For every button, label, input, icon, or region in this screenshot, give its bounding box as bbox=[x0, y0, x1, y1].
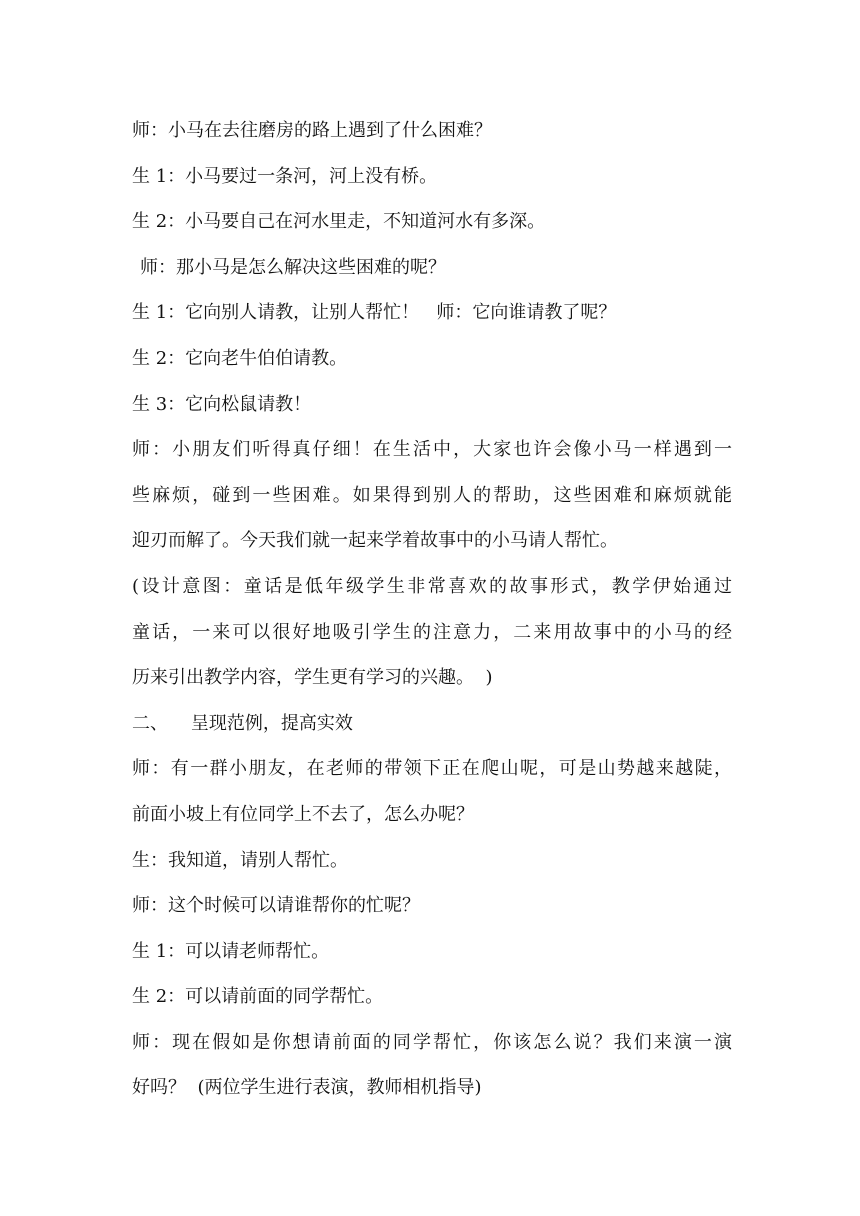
paragraph-line: 师：这个时候可以请谁帮你的忙呢？ bbox=[132, 895, 420, 917]
paragraph-line: 生 1：可以请老师帮忙。 bbox=[132, 940, 330, 962]
design-intent-line: (设计意图：童话是低年级学生非常喜欢的故事形式，教学伊始通过 bbox=[132, 575, 732, 597]
design-intent-line: 童话，一来可以很好地吸引学生的注意力，二来用故事中的小马的经 bbox=[132, 621, 732, 643]
paragraph-line: 生 2：它向老牛伯伯请教。 bbox=[132, 347, 348, 369]
paragraph-line: 师：那小马是怎么解决这些困难的呢？ bbox=[140, 256, 446, 278]
paragraph-line: 前面小坡上有位同学上不去了，怎么办呢？ bbox=[132, 803, 474, 825]
paragraph-line: 迎刃而解了。今天我们就一起来学着故事中的小马请人帮忙。 bbox=[132, 530, 618, 552]
paragraph-line: 生 1：小马要过一条河，河上没有桥。 bbox=[132, 165, 438, 187]
paragraph-line: 生 3：它向松鼠请教！ bbox=[132, 393, 312, 415]
paragraph-line: 师：小马在去往磨房的路上遇到了什么困难？ bbox=[132, 120, 492, 141]
document-body bbox=[132, 108, 732, 1111]
paragraph-line: 生 2：小马要自己在河水里走，不知道河水有多深。 bbox=[132, 211, 546, 233]
paragraph-line: 生 2：可以请前面的同学帮忙。 bbox=[132, 986, 384, 1008]
paragraph-line: 好吗？ (两位学生进行表演，教师相机指导) bbox=[132, 1077, 482, 1099]
paragraph-line: 些麻烦，碰到一些困难。如果得到别人的帮助，这些困难和麻烦就能 bbox=[132, 484, 732, 506]
design-intent-line: 历来引出教学内容，学生更有学习的兴趣。 ) bbox=[132, 667, 493, 689]
paragraph-line: 师：小朋友们听得真仔细！在生活中，大家也许会像小马一样遇到一 bbox=[132, 439, 732, 461]
paragraph-line: 生：我知道，请别人帮忙。 bbox=[132, 849, 348, 871]
section-heading: 二、 呈现范例，提高实效 bbox=[132, 712, 353, 734]
paragraph-line: 师：有一群小朋友，在老师的带领下正在爬山呢，可是山势越来越陡， bbox=[132, 758, 732, 780]
paragraph-line: 生 1：它向别人请教，让别人帮忙！ 师：它向谁请教了呢？ bbox=[132, 302, 617, 324]
paragraph-line: 师：现在假如是你想请前面的同学帮忙，你该怎么说？我们来演一演 bbox=[132, 1031, 732, 1053]
